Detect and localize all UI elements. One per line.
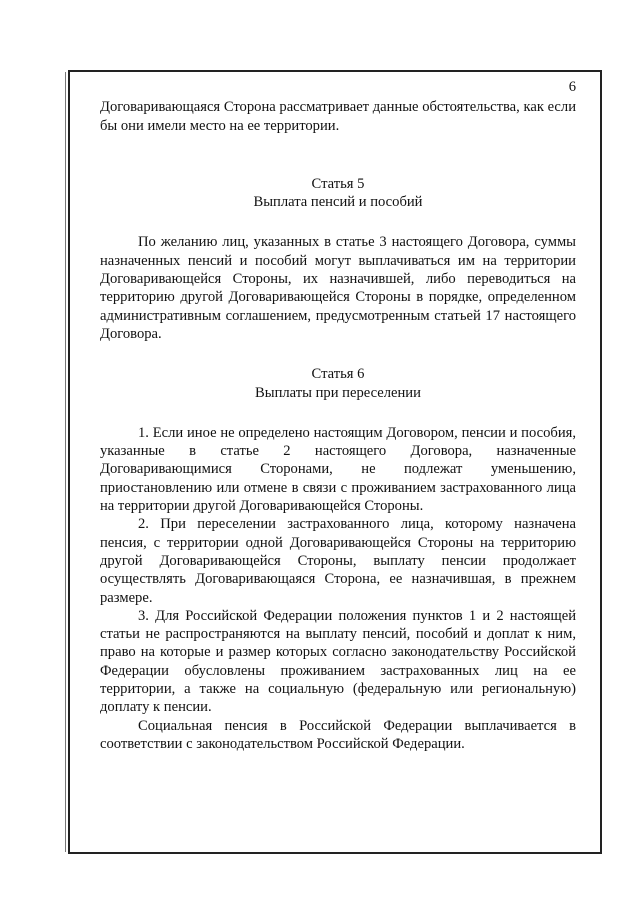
intro-paragraph: Договаривающаяся Сторона рассматривает данные обстоятельства, как если бы они имели место на ее территории. bbox=[100, 99, 576, 134]
article-6-paragraph-3: 3. Для Российской Федерации положения пунктов 1 и 2 настоящей статьи не распространяются на выплату пенсий, пособий и доплат к ним, право на которые и размер которых согласно законодательству Российской Федерации обусловлены проживанием застрахованных лиц на ее территории, а также на социальную (федеральную или региональную) доплату к пенсии. bbox=[100, 607, 576, 716]
article-5-paragraph-1: По желанию лиц, указанных в статье 3 настоящего Договора, суммы назначенных пенсий и пособий могут выплачиваться им на территории Договаривающейся Стороны, их назначившей, либо переводиться на территорию другой Договаривающейся Стороны в порядке, определенном административным соглашением, предусмотренным статьей 17 настоящего Договора. bbox=[100, 234, 576, 342]
page-number: 6 bbox=[568, 79, 576, 95]
article-5-title: Статья 5 bbox=[311, 175, 365, 192]
spacer bbox=[100, 211, 576, 233]
article-6-paragraph-2: 2. При переселении застрахованного лица, которому назначена пенсия, с территории одной Договаривающейся Стороны на территорию другой Договаривающейся Стороны, выплату пенсии продолжает осуществлять Договаривающаяся Сторона, ее назначившая, в прежнем размере. bbox=[100, 516, 576, 606]
document-body bbox=[100, 78, 576, 753]
spacer bbox=[100, 135, 576, 175]
page-frame-shadow bbox=[65, 72, 66, 852]
article-6-paragraph-4: Социальная пенсия в Российской Федерации выплачивается в соответствии с законодательством Российской Федерации. bbox=[100, 717, 576, 752]
article-5-subtitle: Выплата пенсий и пособий bbox=[253, 194, 423, 211]
spacer bbox=[100, 343, 576, 365]
article-6-paragraph-1: 1. Если иное не определено настоящим Договором, пенсии и пособия, указанные в статье 2 настоящего Договора, назначенные Договаривающимися Сторонами, не подлежат уменьшению, приостановлению или отмене в связи с проживанием застрахованного лица на территории другой Договаривающейся Стороны. bbox=[100, 424, 576, 515]
article-6-subtitle: Выплаты при переселении bbox=[255, 384, 421, 401]
article-6-title: Статья 6 bbox=[311, 366, 365, 383]
spacer bbox=[100, 402, 576, 424]
